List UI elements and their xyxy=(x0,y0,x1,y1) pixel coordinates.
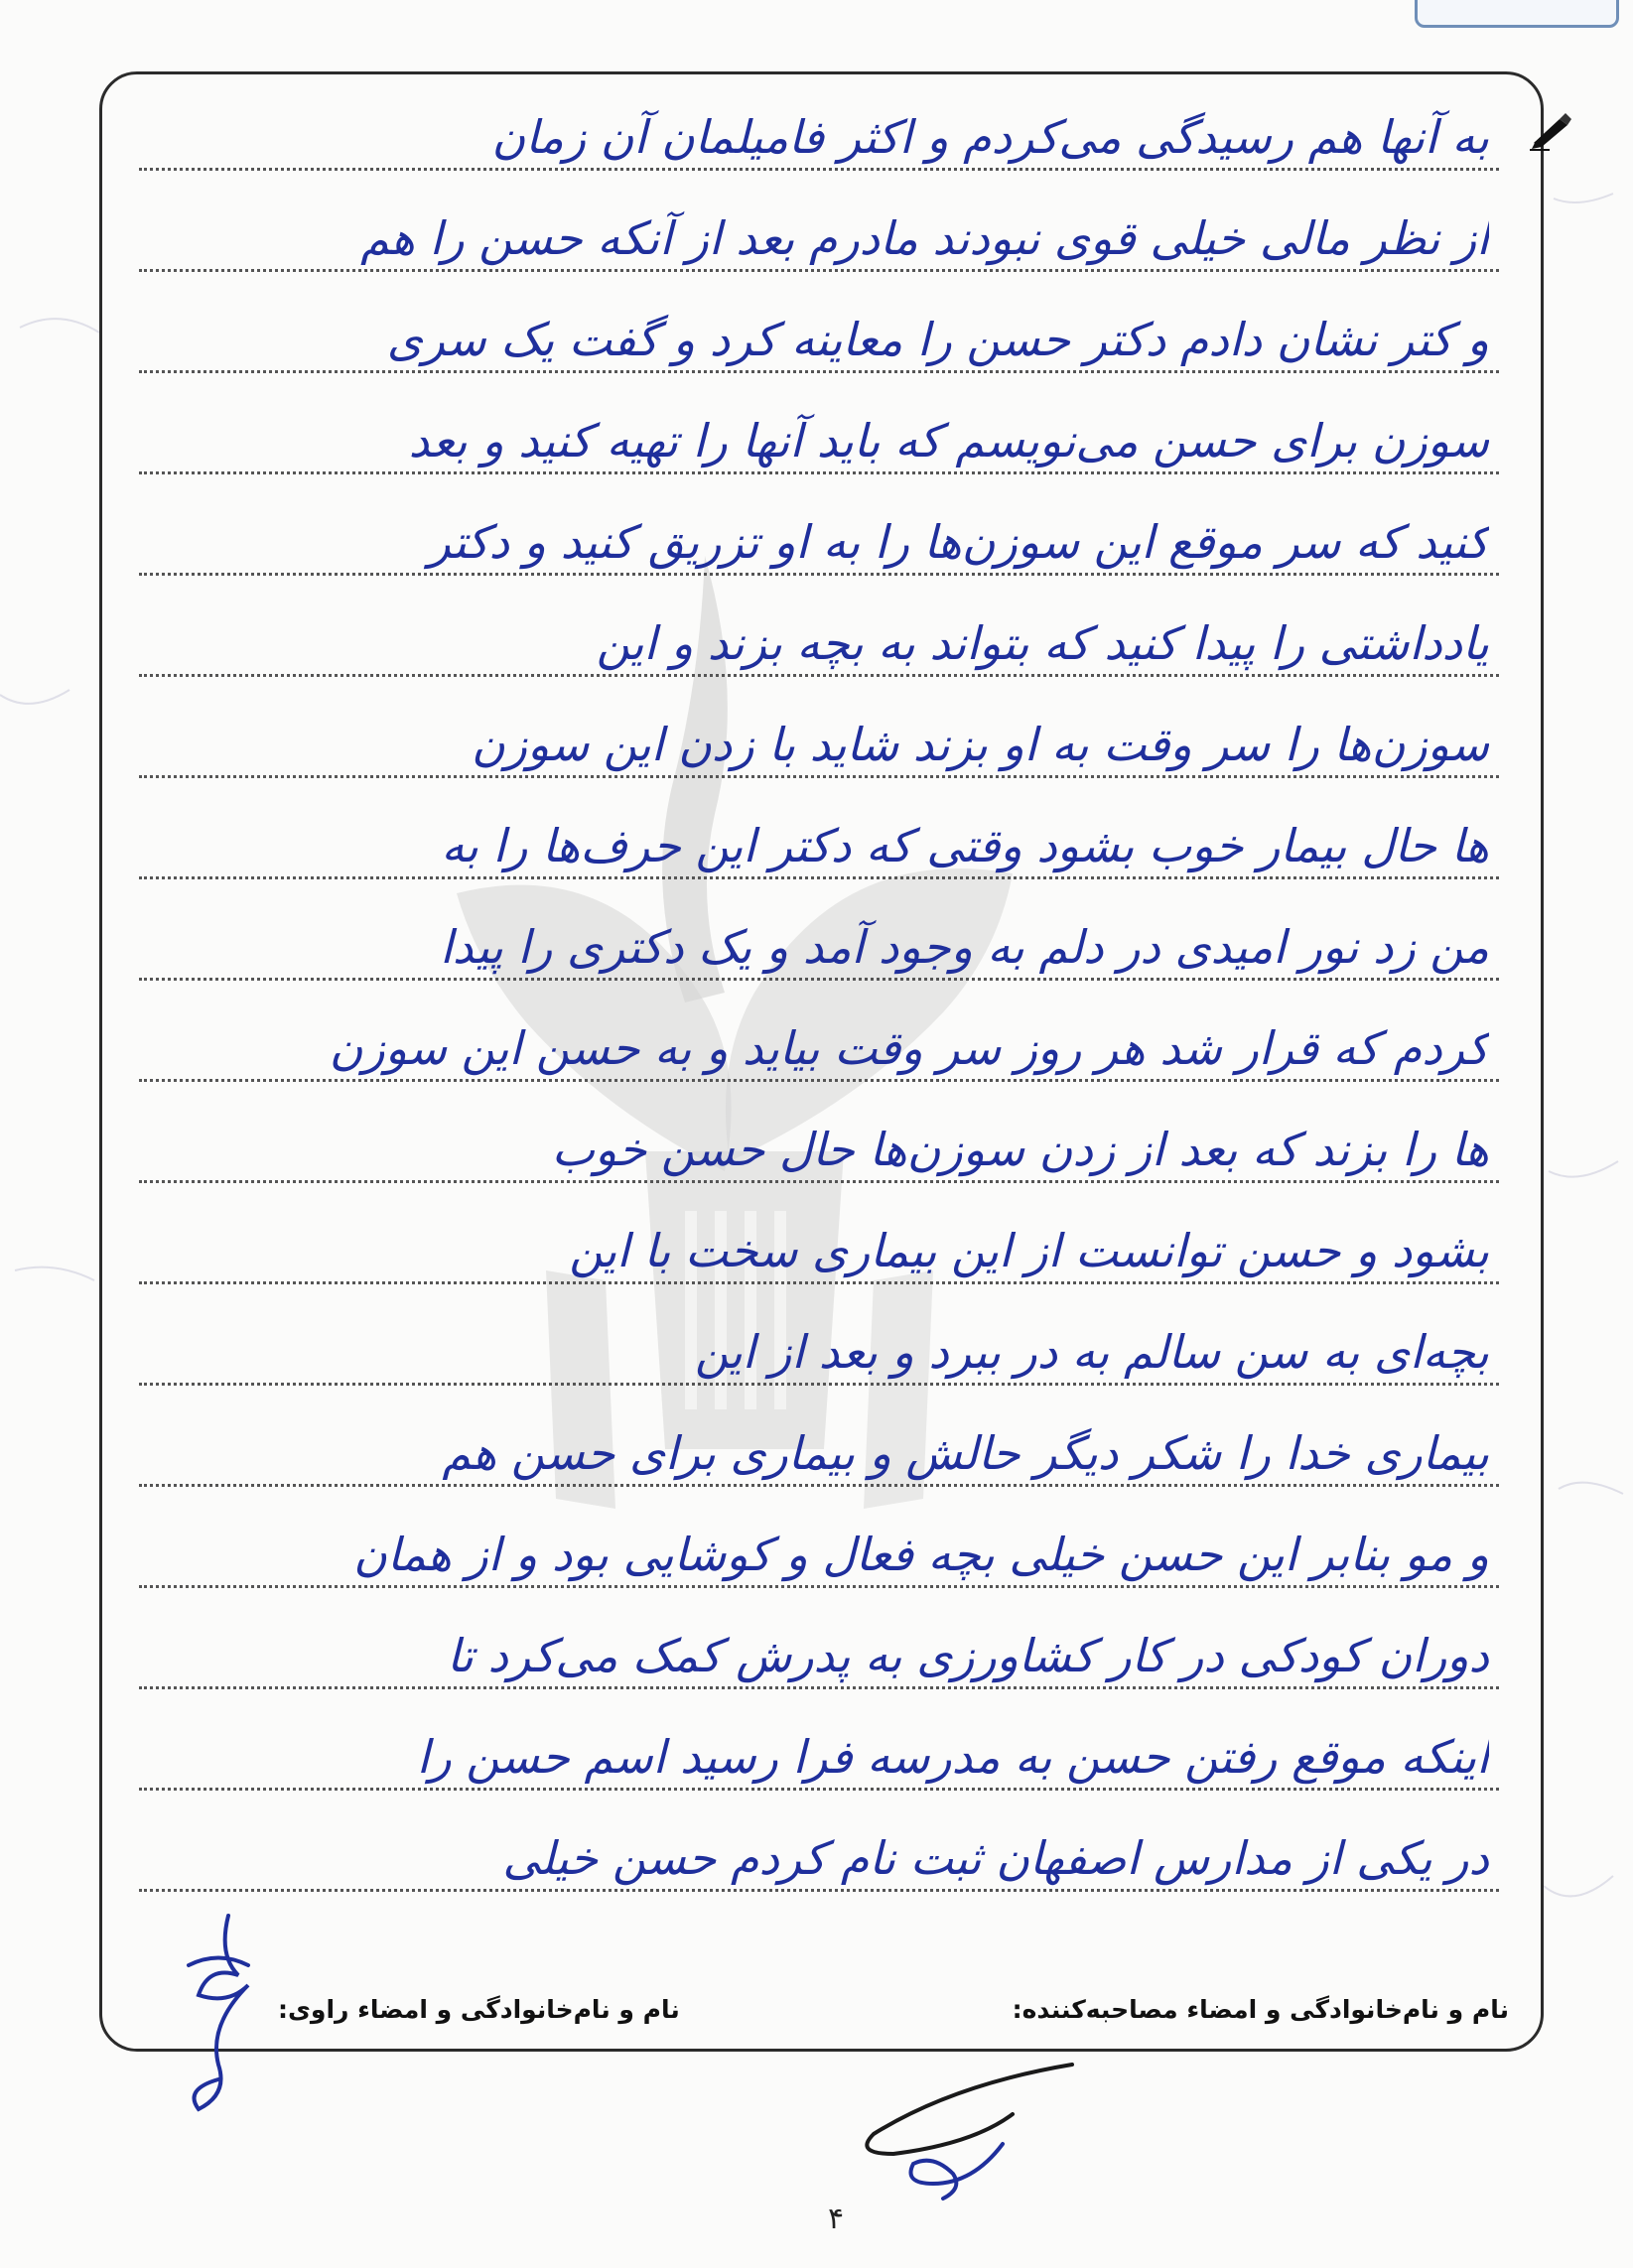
page-number: ۴ xyxy=(827,2201,845,2236)
dotted-rule xyxy=(139,573,1499,576)
handwritten-lines xyxy=(139,99,1499,1922)
dotted-rule xyxy=(139,1180,1499,1183)
signature-labels xyxy=(119,1995,1529,2045)
line-row xyxy=(139,1213,1499,1314)
dotted-rule xyxy=(139,1383,1499,1386)
line-row xyxy=(139,1010,1499,1112)
handwritten-text: ها را بزند که بعد از زدن سوزن‌ها حال حسن خوب xyxy=(551,1123,1489,1176)
handwritten-text: از نظر مالی خیلی قوی نبودند مادرم بعد از آنکه حسن را هم xyxy=(360,211,1489,265)
dotted-rule xyxy=(139,269,1499,272)
dotted-rule xyxy=(139,471,1499,474)
handwritten-text: کردم که قرار شد هر روز سر وقت بیاید و به حسن این سوزن xyxy=(329,1021,1489,1075)
dotted-rule xyxy=(139,1686,1499,1689)
line-row xyxy=(139,1820,1499,1922)
handwritten-text: دوران کودکی در کار کشاورزی به پدرش کمک می‌کرد تا xyxy=(447,1629,1489,1682)
dotted-rule xyxy=(139,168,1499,171)
narrator-label: نام و نام‌خانوادگی و امضاء راوی: xyxy=(278,1995,680,2024)
line-row xyxy=(139,1517,1499,1618)
dotted-rule xyxy=(139,1788,1499,1791)
handwritten-text: کنید که سر موقع این سوزن‌ها را به او تزریق کنید و دکتر xyxy=(428,515,1489,569)
handwritten-text: به آنها هم رسیدگی می‌کردم و اکثر فامیلمان آن زمان xyxy=(491,110,1489,164)
line-row xyxy=(139,302,1499,403)
line-row xyxy=(139,909,1499,1010)
handwritten-text: یادداشتی را پیدا کنید که بتواند به بچه بزند و این xyxy=(596,616,1489,670)
dotted-rule xyxy=(139,370,1499,373)
dotted-rule xyxy=(139,1281,1499,1284)
line-row xyxy=(139,1112,1499,1213)
dotted-rule xyxy=(139,1079,1499,1082)
handwritten-text: و کتر نشان دادم دکتر حسن را معاینه کرد و گفت یک سری xyxy=(386,313,1489,366)
line-row xyxy=(139,808,1499,909)
handwritten-text: بیماری خدا را شکر دیگر حالش و بیماری برای حسن هم xyxy=(442,1426,1489,1480)
line-row xyxy=(139,1618,1499,1719)
handwritten-text: بشود و حسن توانست از این بیماری سخت با این xyxy=(569,1224,1489,1277)
interviewer-signature xyxy=(854,2055,1082,2203)
dotted-rule xyxy=(139,1484,1499,1487)
line-row xyxy=(139,605,1499,707)
line-row xyxy=(139,99,1499,200)
handwritten-text: من زد نور امیدی در دلم به وجود آمد و یک دکتری را پیدا xyxy=(440,920,1489,974)
handwritten-text: در یکی از مدارس اصفهان ثبت نام کردم حسن خیلی xyxy=(502,1831,1489,1885)
handwritten-text: سوزن‌ها را سر وقت به او بزند شاید با زدن این سوزن xyxy=(471,718,1489,771)
line-row xyxy=(139,707,1499,808)
line-row xyxy=(139,1415,1499,1517)
line-row xyxy=(139,1719,1499,1820)
line-row xyxy=(139,504,1499,605)
handwritten-text: بچه‌ای به سن سالم به در ببرد و بعد از این xyxy=(694,1325,1489,1379)
pen-writing-icon xyxy=(1530,111,1573,151)
dotted-rule xyxy=(139,1889,1499,1892)
handwritten-text: ها حال بیمار خوب بشود وقتی که دکتر این حرف‌ها را به xyxy=(441,819,1489,872)
dotted-rule xyxy=(139,1585,1499,1588)
dotted-rule xyxy=(139,876,1499,879)
interviewer-label: نام و نام‌خانوادگی و امضاء مصاحبه‌کننده: xyxy=(1012,1995,1509,2024)
dotted-rule xyxy=(139,978,1499,981)
handwritten-text: سوزن برای حسن می‌نویسم که باید آنها را تهیه کنید و بعد xyxy=(408,414,1489,467)
corner-stamp-box xyxy=(1415,0,1619,28)
handwritten-text: اینکه موقع رفتن حسن به مدرسه فرا رسید اسم حسن را xyxy=(416,1730,1489,1784)
dotted-rule xyxy=(139,775,1499,778)
line-row xyxy=(139,200,1499,302)
dotted-rule xyxy=(139,674,1499,677)
handwritten-text: و مو بنابر این حسن خیلی بچه فعال و کوشایی بود و از همان xyxy=(353,1528,1489,1581)
line-row xyxy=(139,1314,1499,1415)
line-row xyxy=(139,403,1499,504)
